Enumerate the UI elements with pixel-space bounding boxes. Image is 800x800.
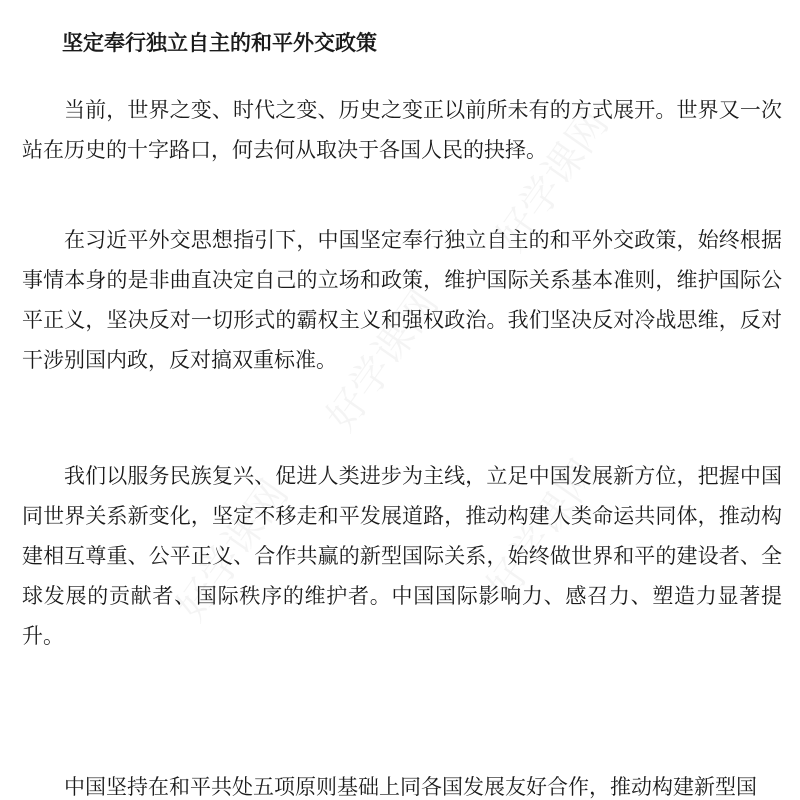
document-title: 坚定奉行独立自主的和平外交政策	[62, 31, 377, 55]
paragraph-3: 我们以服务民族复兴、促进人类进步为主线，立足中国发展新方位，把握中国同世界关系新变化，坚定不移走和平发展道路，推动构建人类命运共同体，推动构建相互尊重、公平正义、合作共赢的新型国际关系，始终做世界和平的建设者、全球发展的贡献者、国际秩序的维护者。中国国际影响力、感召力、塑造力显著提升。	[22, 464, 782, 648]
paragraph-4: 中国坚持在和平共处五项原则基础上同各国发展友好合作，推动构建新型国	[64, 775, 757, 799]
paragraph-1: 当前，世界之变、时代之变、历史之变正以前所未有的方式展开。世界又一次站在历史的十字路口，何去何从取决于各国人民的抉择。	[22, 98, 782, 162]
paragraph-2: 在习近平外交思想指引下，中国坚定奉行独立自主的和平外交政策，始终根据事情本身的是非曲直决定自己的立场和政策，维护国际关系基本准则，维护国际公平正义，坚决反对一切形式的霸权主义和强权政治。我们坚决反对冷战思维，反对干涉别国内政，反对搞双重标准。	[22, 228, 782, 372]
